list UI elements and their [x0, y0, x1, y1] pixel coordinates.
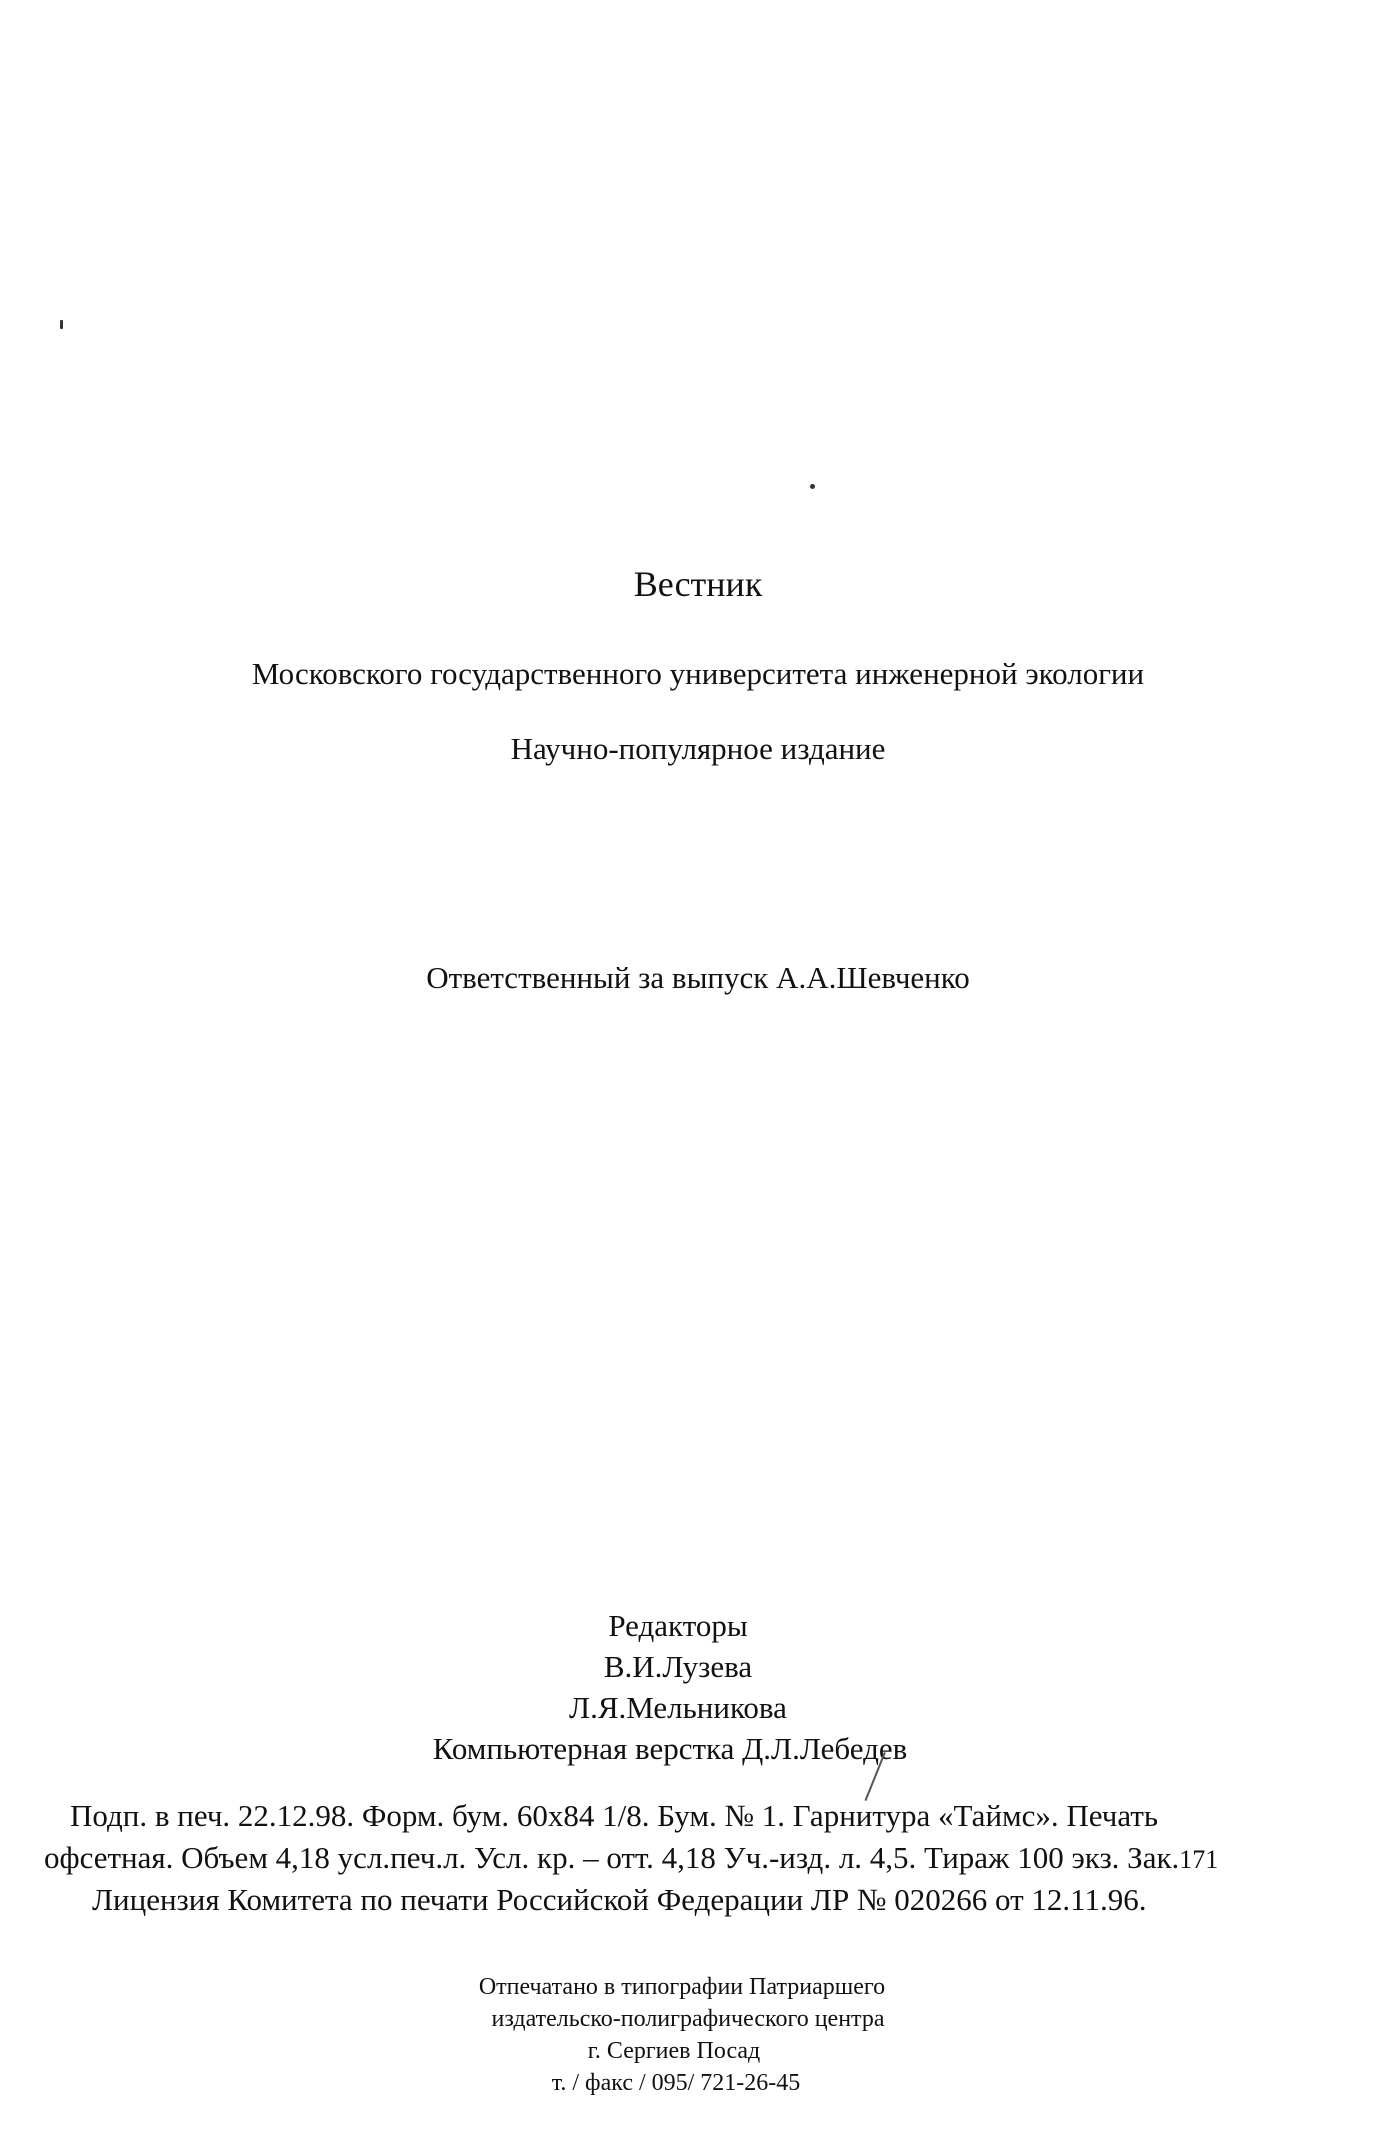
scan-speck — [60, 320, 63, 329]
printer-line: издательско-полиграфического центра — [491, 2006, 885, 2032]
responsible-editor: Ответственный за выпуск А.А.Шевченко — [426, 960, 970, 995]
license-line: Лицензия Комитета по печати Российской Федерации ЛР № 020266 от 12.11.96. — [92, 1882, 1147, 1917]
edition-type: Научно-популярное издание — [510, 731, 886, 766]
editor-name: В.И.Лузева — [603, 1649, 753, 1684]
printer-line: Отпечатано в типографии Патриаршего — [478, 1974, 886, 2000]
imprint-text: офсетная. Объем 4,18 усл.печ.л. Усл. кр. – отт. 4,18 Уч.-изд. л. 4,5. Тираж 100 экз. Зак. — [44, 1840, 1180, 1875]
printer-phone: т. / факс / 095/ 721-26-45 — [551, 2070, 801, 2096]
editors-heading: Редакторы — [608, 1608, 748, 1643]
scan-speck — [810, 484, 815, 489]
journal-title: Вестник — [633, 564, 763, 604]
journal-subtitle: Московского государственного университета инженерной экологии — [251, 656, 1145, 691]
editor-name: Л.Я.Мельникова — [569, 1690, 787, 1725]
layout-credit: Компьютерная верстка Д.Л.Лебедев — [432, 1731, 908, 1766]
imprint-line — [44, 1842, 1218, 1873]
imprint-line: Подп. в печ. 22.12.98. Форм. бум. 60х84 1/8. Бум. № 1. Гарнитура «Таймс». Печать — [70, 1798, 1159, 1833]
printer-city: г. Сергиев Посад — [587, 2038, 761, 2064]
order-number: 171 — [1179, 1845, 1219, 1874]
